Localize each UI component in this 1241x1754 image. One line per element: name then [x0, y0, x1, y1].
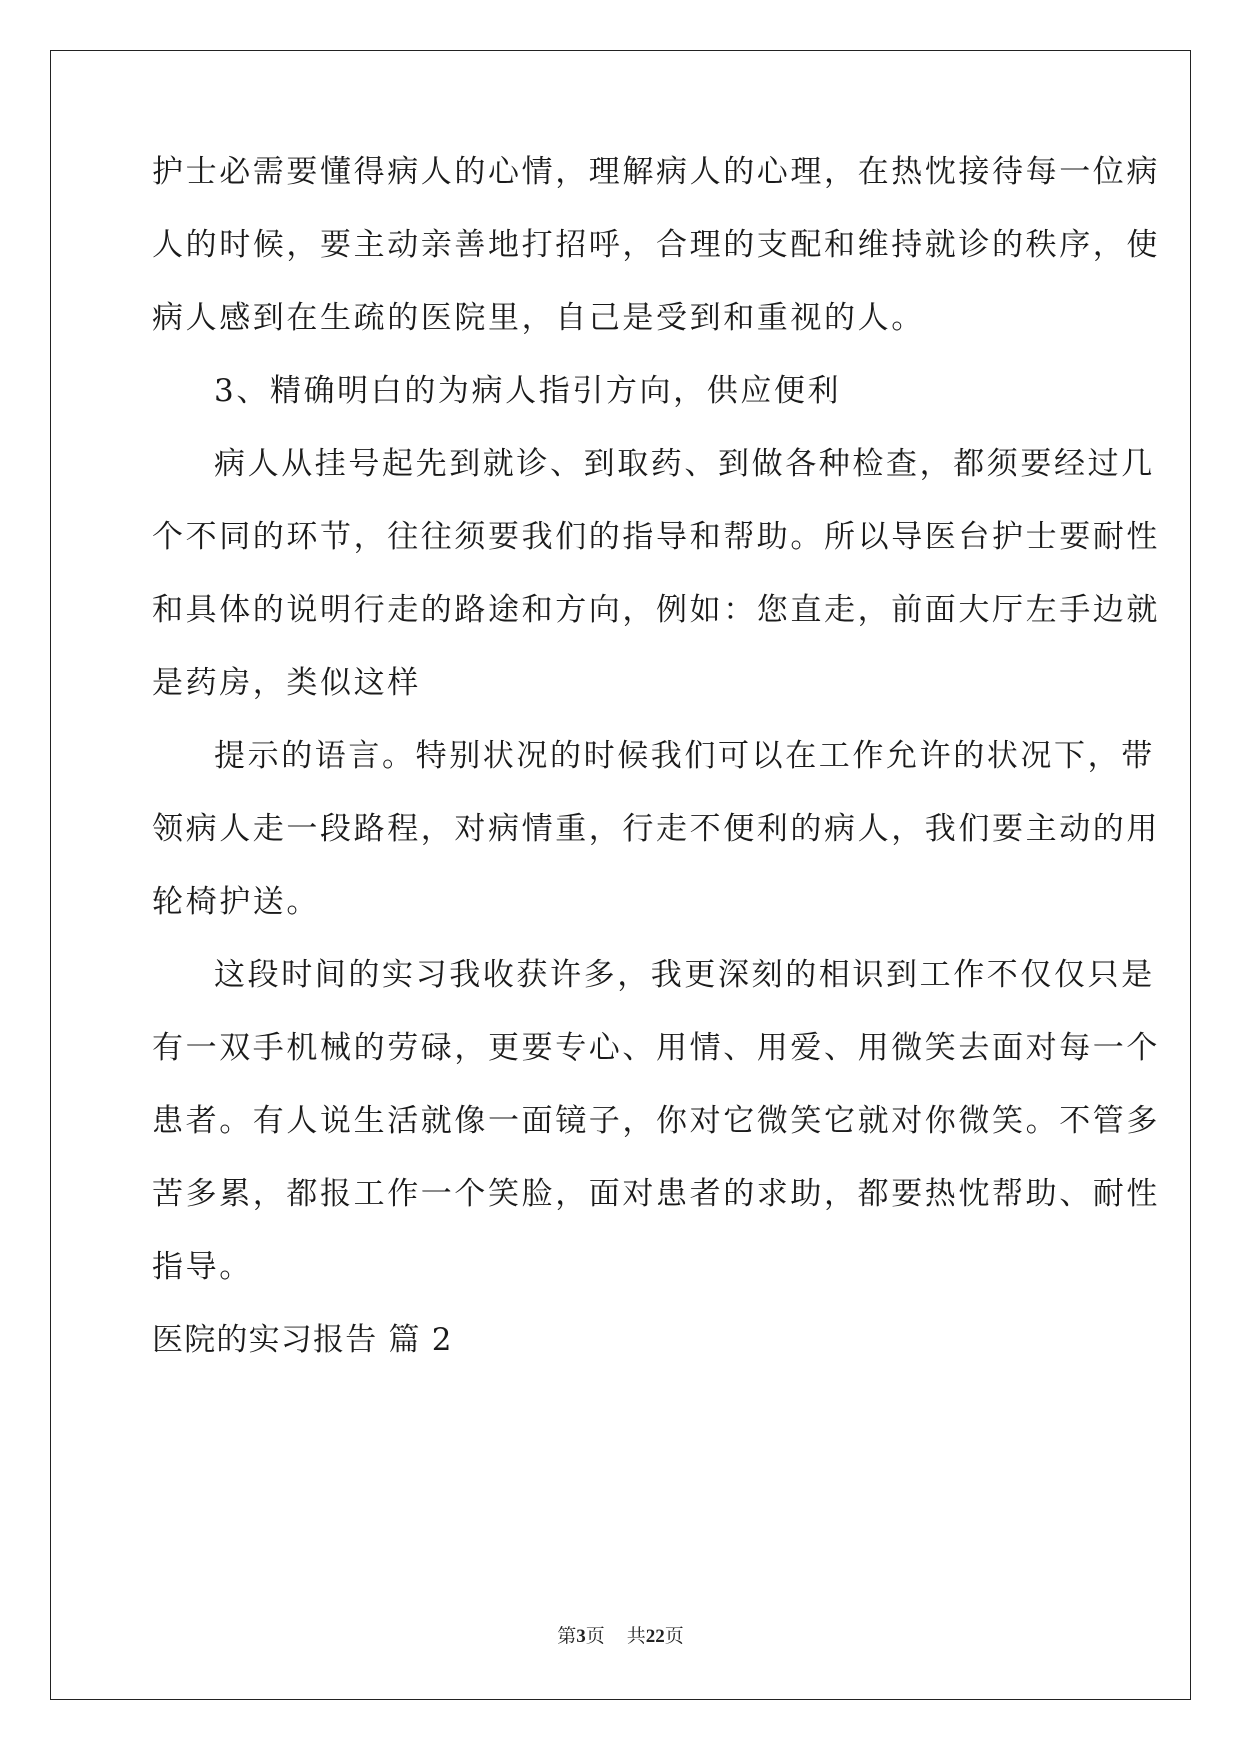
subheading-3: 3、精确明白的为病人指引方向，供应便利	[214, 373, 842, 409]
paragraph-5-line-5: 指导。	[152, 1249, 253, 1285]
paragraph-3-line-3: 和具体的说明行走的路途和方向，例如：您直走，前面大厅左手边就	[152, 592, 1160, 628]
paragraph-4-line-1: 提示的语言。特别状况的时候我们可以在工作允许的状况下，带	[214, 738, 1155, 774]
page-unit: 页	[585, 1626, 605, 1647]
section-heading: 医院的实习报告 篇 2	[152, 1322, 453, 1358]
page-prefix: 第	[557, 1626, 577, 1647]
paragraph-1-line-2: 人的时候，要主动亲善地打招呼，合理的支配和维持就诊的秩序，使	[152, 227, 1160, 263]
page-total: 22	[645, 1626, 665, 1647]
total-prefix: 共	[626, 1626, 646, 1647]
paragraph-1-line-3: 病人感到在生疏的医院里，自己是受到和重视的人。	[152, 300, 925, 336]
page-footer	[0, 1625, 1241, 1649]
paragraph-5-line-3: 患者。有人说生活就像一面镜子，你对它微笑它就对你微笑。不管多	[152, 1103, 1160, 1139]
paragraph-5-line-4: 苦多累，都报工作一个笑脸，面对患者的求助，都要热忱帮助、耐性	[152, 1176, 1160, 1212]
paragraph-4-line-3: 轮椅护送。	[152, 884, 320, 920]
page-current: 3	[576, 1626, 586, 1647]
paragraph-5-line-2: 有一双手机械的劳碌，更要专心、用情、用爱、用微笑去面对每一个	[152, 1030, 1160, 1066]
paragraph-4-line-2: 领病人走一段路程，对病情重，行走不便利的病人，我们要主动的用	[152, 811, 1160, 847]
total-unit: 页	[664, 1626, 684, 1647]
paragraph-5-line-1: 这段时间的实习我收获许多，我更深刻的相识到工作不仅仅只是	[214, 957, 1155, 993]
paragraph-3-line-2: 个不同的环节，往往须要我们的指导和帮助。所以导医台护士要耐性	[152, 519, 1160, 555]
paragraph-3-line-1: 病人从挂号起先到就诊、到取药、到做各种检查，都须要经过几	[214, 446, 1155, 482]
paragraph-3-line-4: 是药房，类似这样	[152, 665, 421, 701]
paragraph-1-line-1: 护士必需要懂得病人的心情，理解病人的心理，在热忱接待每一位病	[152, 154, 1160, 190]
